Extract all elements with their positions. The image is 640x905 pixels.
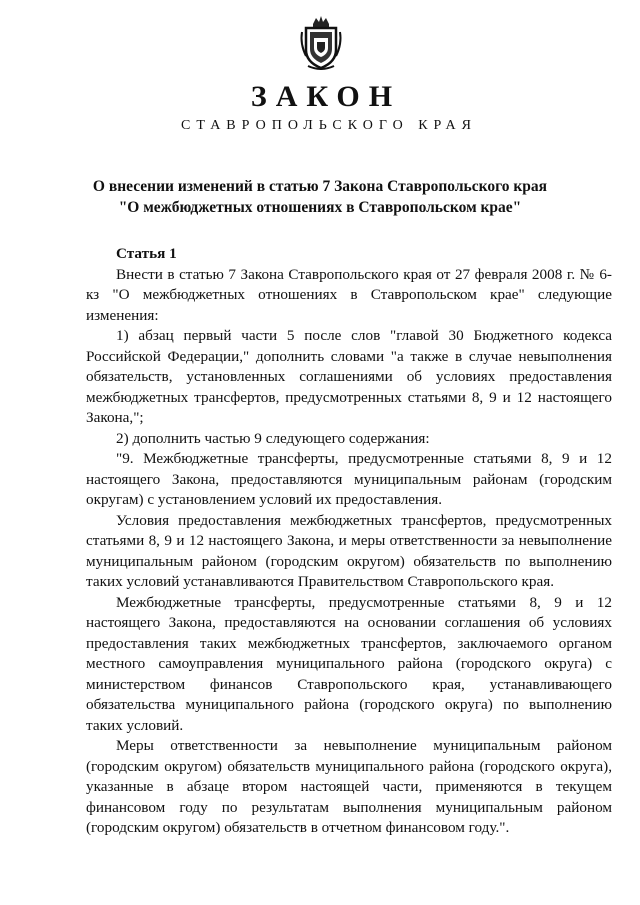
law-heading-line-2: "О межбюджетных отношениях в Ставропольском крае" [118, 199, 522, 216]
law-heading [60, 176, 580, 218]
paragraph: "9. Межбюджетные трансферты, предусмотренные статьями 8, 9 и 12 настоящего Закона, предоставляются муниципальным районам (городским округам) с установлением условий их предоставления. [86, 450, 612, 508]
document-body [86, 244, 612, 839]
document-title: ЗАКОН [250, 80, 402, 113]
paragraph: Внести в статью 7 Закона Ставропольского края от 27 февраля 2008 г. № 6-кз "О межбюджетных отношениях в Ставропольском крае" следующие изменения: [86, 265, 612, 324]
coat-of-arms-icon [296, 14, 346, 70]
document-subtitle: СТАВРОПОЛЬСКОГО КРАЯ [181, 118, 477, 133]
paragraph: Меры ответственности за невыполнение муниципальным районом (городским округом) обязательств муниципального района (городского округа), указанные в абзаце втором настоящей части, применяются в текущем финансовом году по результатам выполнения муниципальным районом (городским округом) обязательств в отчетном финансовом году.". [86, 737, 612, 836]
paragraph: Межбюджетные трансферты, предусмотренные статьями 8, 9 и 12 настоящего Закона, предоставляются на основании соглашения об условиях предоставления таких межбюджетных трансфертов, заключаемого органом местного самоуправления муниципального района (городского округа) с министерством финансов Ставропольского края, устанавливающего обязательства муниципального района (городского округа) по выполнению таких условий. [86, 593, 612, 734]
paragraph: Условия предоставления межбюджетных трансфертов, предусмотренных статьями 8, 9 и 12 настоящего Закона, и меры ответственности за невыполнение муниципальным районом (городским округом) обязательств по выполнению таких условий устанавливаются Правительством Ставропольского края. [86, 511, 612, 590]
paragraph: 1) абзац первый части 5 после слов "главой 30 Бюджетного кодекса Российской Федерации," дополнить словами "а также в случае невыполнения обязательств, установленных соглашениями об условиях предоставления межбюджетных трансфертов, предусмотренных статьями 8, 9 и 12 настоящего Закона,"; [86, 327, 612, 426]
paragraph: 2) дополнить частью 9 следующего содержания: [116, 429, 430, 447]
article-title: Статья 1 [116, 245, 177, 262]
law-heading-line-1: О внесении изменений в статью 7 Закона Ставропольского края [92, 178, 548, 195]
